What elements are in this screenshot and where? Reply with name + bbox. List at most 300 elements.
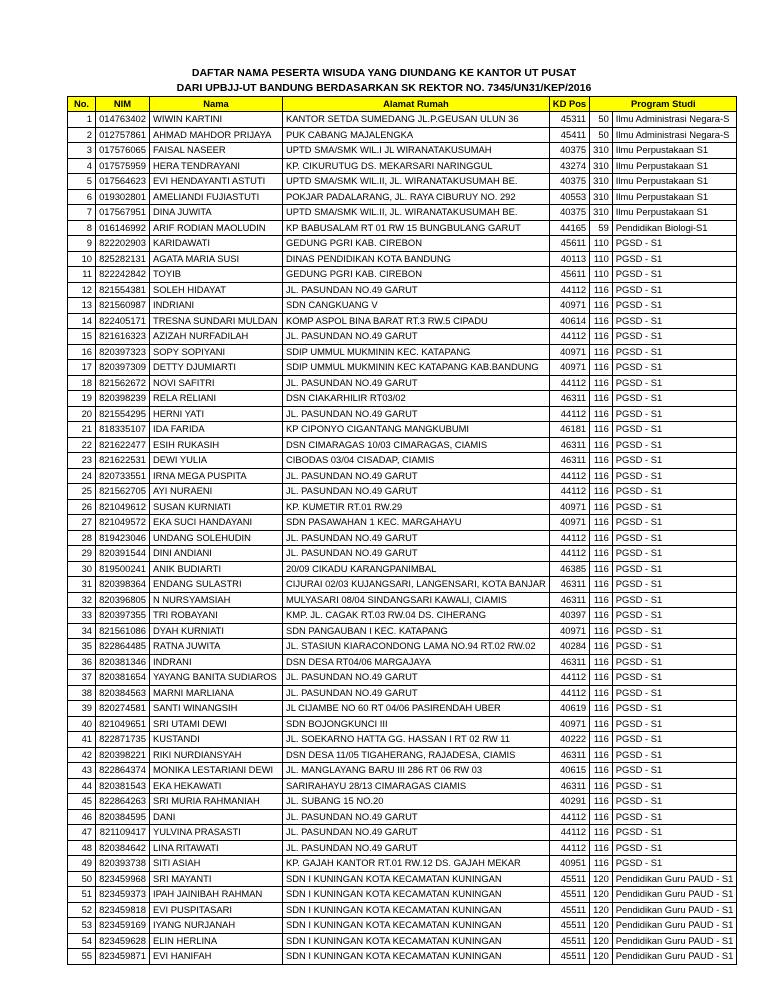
table-row: [68, 654, 737, 670]
row-number: 46: [68, 809, 96, 825]
row-alamat: JL. PASUNDAN NO.49 GARUT: [283, 809, 550, 825]
row-program-studi: PGSD - S1: [612, 747, 737, 763]
row-nama: ESIH RUKASIH: [150, 437, 283, 453]
row-alamat: DSN DESA RT04/06 MARGAJAYA: [283, 654, 550, 670]
row-nim: 821561086: [96, 623, 150, 639]
row-nim: 017576065: [96, 143, 150, 159]
row-alamat: SDN CANGKUANG V: [283, 298, 550, 314]
table-row: [68, 344, 737, 360]
row-program-code: 116: [590, 701, 613, 717]
row-kdpos: 46311: [549, 453, 589, 469]
row-program-code: 120: [590, 871, 613, 887]
row-nama: ANIK BUDIARTI: [150, 561, 283, 577]
row-program-studi: PGSD - S1: [612, 856, 737, 872]
table-row: [68, 530, 737, 546]
row-number: 19: [68, 391, 96, 407]
table-body: [68, 112, 737, 965]
row-program-studi: Pendidikan Guru PAUD - S1: [612, 902, 737, 918]
row-nim: 822405171: [96, 313, 150, 329]
row-program-code: 120: [590, 887, 613, 903]
row-number: 13: [68, 298, 96, 314]
table-row: [68, 189, 737, 205]
row-number: 28: [68, 530, 96, 546]
row-alamat: MULYASARI 08/04 SINDANGSARI KAWALI, CIAMIS: [283, 592, 550, 608]
row-alamat: JL. PASUNDAN NO.49 GARUT: [283, 670, 550, 686]
row-alamat: KP. CIKURUTUG DS. MEKARSARI NARINGGUL: [283, 158, 550, 174]
table-row: [68, 360, 737, 376]
row-nim: 821109417: [96, 825, 150, 841]
row-kdpos: 44112: [549, 375, 589, 391]
row-alamat: KP CIPONYO CIGANTANG MANGKUBUMI: [283, 422, 550, 438]
row-program-code: 116: [590, 406, 613, 422]
row-kdpos: 40971: [549, 499, 589, 515]
table-row: [68, 499, 737, 515]
row-nim: 017564623: [96, 174, 150, 190]
table-row: [68, 329, 737, 345]
row-alamat: SDIP UMMUL MUKMININ KEC. KATAPANG: [283, 344, 550, 360]
row-nim: 823459818: [96, 902, 150, 918]
row-program-code: 310: [590, 205, 613, 221]
row-nama: AYI NURAENI: [150, 484, 283, 500]
row-kdpos: 40553: [549, 189, 589, 205]
row-nim: 823459373: [96, 887, 150, 903]
table-row: [68, 468, 737, 484]
row-alamat: SDIP UMMUL MUKMININ KEC KATAPANG KAB.BANDUNG: [283, 360, 550, 376]
row-program-code: 116: [590, 515, 613, 531]
row-program-code: 310: [590, 174, 613, 190]
row-kdpos: 40375: [549, 174, 589, 190]
row-alamat: CIJURAI 02/03 KUJANGSARI, LANGENSARI, KOTA BANJAR: [283, 577, 550, 593]
row-kdpos: 46385: [549, 561, 589, 577]
row-program-studi: PGSD - S1: [612, 809, 737, 825]
row-kdpos: 46311: [549, 654, 589, 670]
row-program-code: 116: [590, 763, 613, 779]
row-program-studi: PGSD - S1: [612, 468, 737, 484]
row-program-code: 110: [590, 236, 613, 252]
row-number: 40: [68, 716, 96, 732]
row-kdpos: 40971: [549, 716, 589, 732]
row-kdpos: 40951: [549, 856, 589, 872]
row-kdpos: 44112: [549, 406, 589, 422]
row-nim: 821622477: [96, 437, 150, 453]
row-program-studi: PGSD - S1: [612, 716, 737, 732]
row-program-code: 120: [590, 949, 613, 965]
row-number: 17: [68, 360, 96, 376]
row-nim: 820397355: [96, 608, 150, 624]
row-program-studi: PGSD - S1: [612, 825, 737, 841]
row-kdpos: 44112: [549, 468, 589, 484]
row-nim: 818335107: [96, 422, 150, 438]
row-alamat: KANTOR SETDA SUMEDANG JL.P.GEUSAN ULUN 36: [283, 112, 550, 128]
row-program-studi: PGSD - S1: [612, 778, 737, 794]
row-alamat: SDN I KUNINGAN KOTA KECAMATAN KUNINGAN: [283, 933, 550, 949]
row-nama: DINI ANDIANI: [150, 546, 283, 562]
row-nama: WIWIN KARTINI: [150, 112, 283, 128]
row-nim: 821562672: [96, 375, 150, 391]
row-program-code: 120: [590, 918, 613, 934]
row-kdpos: 40397: [549, 608, 589, 624]
row-kdpos: 45511: [549, 933, 589, 949]
row-program-code: 116: [590, 468, 613, 484]
row-number: 14: [68, 313, 96, 329]
row-program-studi: PGSD - S1: [612, 732, 737, 748]
row-alamat: KOMP ASPOL BINA BARAT RT.3 RW.5 CIPADU: [283, 313, 550, 329]
row-number: 18: [68, 375, 96, 391]
row-program-studi: PGSD - S1: [612, 794, 737, 810]
table-row: [68, 685, 737, 701]
row-nama: INDRANI: [150, 654, 283, 670]
row-program-studi: PGSD - S1: [612, 437, 737, 453]
row-number: 32: [68, 592, 96, 608]
row-nim: 820397323: [96, 344, 150, 360]
row-alamat: JL. PASUNDAN NO.49 GARUT: [283, 375, 550, 391]
row-number: 10: [68, 251, 96, 267]
row-number: 34: [68, 623, 96, 639]
row-program-code: 310: [590, 158, 613, 174]
row-nama: INDRIANI: [150, 298, 283, 314]
row-nim: 820274581: [96, 701, 150, 717]
row-number: 47: [68, 825, 96, 841]
row-program-studi: Ilmu Perpustakaan S1: [612, 174, 737, 190]
row-number: 31: [68, 577, 96, 593]
row-program-code: 116: [590, 670, 613, 686]
row-nama: YAYANG BANITA SUDIAROS: [150, 670, 283, 686]
row-program-code: 116: [590, 360, 613, 376]
table-row: [68, 422, 737, 438]
row-alamat: SDN PANGAUBAN I KEC. KATAPANG: [283, 623, 550, 639]
row-program-studi: PGSD - S1: [612, 422, 737, 438]
row-kdpos: 45511: [549, 871, 589, 887]
row-nama: UNDANG SOLEHUDIN: [150, 530, 283, 546]
row-kdpos: 45611: [549, 267, 589, 283]
row-kdpos: 40375: [549, 143, 589, 159]
table-header-row: [68, 97, 737, 112]
row-nama: YULVINA PRASASTI: [150, 825, 283, 841]
row-number: 5: [68, 174, 96, 190]
row-number: 26: [68, 499, 96, 515]
row-program-code: 116: [590, 623, 613, 639]
row-number: 54: [68, 933, 96, 949]
row-program-code: 116: [590, 422, 613, 438]
row-program-code: 59: [590, 220, 613, 236]
row-nim: 017575959: [96, 158, 150, 174]
row-kdpos: 46311: [549, 437, 589, 453]
row-program-studi: Ilmu Administrasi Negara-S: [612, 127, 737, 143]
row-alamat: JL. PASUNDAN NO.49 GARUT: [283, 329, 550, 345]
participant-table: [67, 96, 737, 965]
row-kdpos: 40615: [549, 763, 589, 779]
row-nim: 821616323: [96, 329, 150, 345]
table-row: [68, 778, 737, 794]
row-nama: DINA JUWITA: [150, 205, 283, 221]
row-kdpos: 45511: [549, 918, 589, 934]
table-row: [68, 840, 737, 856]
row-kdpos: 44112: [549, 685, 589, 701]
table-row: [68, 298, 737, 314]
row-nim: 821049612: [96, 499, 150, 515]
row-nama: DEWI YULIA: [150, 453, 283, 469]
row-alamat: DSN CIAKARHILIR RT03/02: [283, 391, 550, 407]
row-program-code: 116: [590, 313, 613, 329]
row-program-studi: PGSD - S1: [612, 344, 737, 360]
row-alamat: SDN I KUNINGAN KOTA KECAMATAN KUNINGAN: [283, 887, 550, 903]
row-program-studi: PGSD - S1: [612, 608, 737, 624]
row-kdpos: 40619: [549, 701, 589, 717]
row-alamat: JL. PASUNDAN NO.49 GARUT: [283, 468, 550, 484]
row-nama: KARIDAWATI: [150, 236, 283, 252]
row-kdpos: 46181: [549, 422, 589, 438]
row-number: 25: [68, 484, 96, 500]
row-kdpos: 44112: [549, 282, 589, 298]
row-program-code: 120: [590, 933, 613, 949]
table-row: [68, 158, 737, 174]
row-alamat: SDN I KUNINGAN KOTA KECAMATAN KUNINGAN: [283, 949, 550, 965]
row-nama: SITI ASIAH: [150, 856, 283, 872]
table-row: [68, 251, 737, 267]
table-row: [68, 933, 737, 949]
row-program-studi: PGSD - S1: [612, 406, 737, 422]
row-kdpos: 40971: [549, 623, 589, 639]
row-program-code: 116: [590, 778, 613, 794]
row-nim: 820384563: [96, 685, 150, 701]
row-kdpos: 40375: [549, 205, 589, 221]
row-number: 33: [68, 608, 96, 624]
row-nama: TOYIB: [150, 267, 283, 283]
table-row: [68, 391, 737, 407]
table-row: [68, 825, 737, 841]
row-alamat: UPTD SMA/SMK WIL.II, JL. WIRANATAKUSUMAH BE.: [283, 205, 550, 221]
row-kdpos: 45511: [549, 949, 589, 965]
row-program-code: 116: [590, 437, 613, 453]
row-nim: 821049651: [96, 716, 150, 732]
table-row: [68, 949, 737, 965]
table-row: [68, 375, 737, 391]
table-row: [68, 561, 737, 577]
row-program-studi: PGSD - S1: [612, 251, 737, 267]
row-program-studi: PGSD - S1: [612, 840, 737, 856]
row-program-code: 116: [590, 732, 613, 748]
document-title: DAFTAR NAMA PESERTA WISUDA YANG DIUNDANG KE KANTOR UT PUSAT: [191, 67, 577, 79]
row-kdpos: 46311: [549, 391, 589, 407]
row-alamat: JL. PASUNDAN NO.49 GARUT: [283, 530, 550, 546]
row-program-code: 116: [590, 344, 613, 360]
row-program-studi: PGSD - S1: [612, 515, 737, 531]
row-nim: 820381346: [96, 654, 150, 670]
table-row: [68, 670, 737, 686]
row-alamat: GEDUNG PGRI KAB. CIREBON: [283, 236, 550, 252]
row-nim: 822242842: [96, 267, 150, 283]
row-kdpos: 40971: [549, 344, 589, 360]
row-number: 1: [68, 112, 96, 128]
row-alamat: JL. PASUNDAN NO.49 GARUT: [283, 685, 550, 701]
row-alamat: DINAS PENDIDIKAN KOTA BANDUNG: [283, 251, 550, 267]
row-nama: NOVI SAFITRI: [150, 375, 283, 391]
row-nama: RIKI NURDIANSYAH: [150, 747, 283, 763]
row-number: 11: [68, 267, 96, 283]
row-program-studi: Ilmu Perpustakaan S1: [612, 189, 737, 205]
row-kdpos: 44112: [549, 329, 589, 345]
row-kdpos: 45611: [549, 236, 589, 252]
table-row: [68, 484, 737, 500]
row-nim: 822864263: [96, 794, 150, 810]
row-nim: 012757861: [96, 127, 150, 143]
row-alamat: JL CIJAMBE NO 60 RT 04/06 PASIRENDAH UBER: [283, 701, 550, 717]
row-kdpos: 40222: [549, 732, 589, 748]
table-row: [68, 577, 737, 593]
row-alamat: DSN CIMARAGAS 10/03 CIMARAGAS, CIAMIS: [283, 437, 550, 453]
row-program-studi: Pendidikan Biologi-S1: [612, 220, 737, 236]
row-number: 7: [68, 205, 96, 221]
row-program-studi: PGSD - S1: [612, 282, 737, 298]
row-program-studi: PGSD - S1: [612, 453, 737, 469]
row-number: 2: [68, 127, 96, 143]
row-alamat: JL. PASUNDAN NO.49 GARUT: [283, 546, 550, 562]
table-row: [68, 871, 737, 887]
header-program-studi: Program Studi: [590, 97, 737, 112]
row-kdpos: 40113: [549, 251, 589, 267]
row-alamat: KP. GAJAH KANTOR RT.01 RW.12 DS. GAJAH MEKAR: [283, 856, 550, 872]
row-program-studi: PGSD - S1: [612, 654, 737, 670]
row-alamat: KP BABUSALAM RT 01 RW 15 BUNGBULANG GARUT: [283, 220, 550, 236]
row-nim: 821622531: [96, 453, 150, 469]
row-nama: HERA TENDRAYANI: [150, 158, 283, 174]
row-nama: DANI: [150, 809, 283, 825]
row-number: 3: [68, 143, 96, 159]
row-program-studi: PGSD - S1: [612, 763, 737, 779]
row-number: 23: [68, 453, 96, 469]
row-program-code: 116: [590, 685, 613, 701]
row-alamat: JL. STASIUN KIARACONDONG LAMA NO.94 RT.02 RW.02: [283, 639, 550, 655]
row-alamat: JL. SUBANG 15 NO.20: [283, 794, 550, 810]
row-number: 4: [68, 158, 96, 174]
row-program-studi: Ilmu Perpustakaan S1: [612, 143, 737, 159]
table-row: [68, 763, 737, 779]
row-nama: ELIN HERLINA: [150, 933, 283, 949]
row-nama: AMELIANDI FUJIASTUTI: [150, 189, 283, 205]
row-program-studi: PGSD - S1: [612, 592, 737, 608]
row-program-code: 116: [590, 654, 613, 670]
row-program-studi: Ilmu Perpustakaan S1: [612, 205, 737, 221]
row-program-code: 310: [590, 143, 613, 159]
row-alamat: JL. PASUNDAN NO.49 GARUT: [283, 840, 550, 856]
row-program-code: 116: [590, 809, 613, 825]
row-nim: 822202903: [96, 236, 150, 252]
row-nama: SRI UTAMI DEWI: [150, 716, 283, 732]
row-number: 37: [68, 670, 96, 686]
table-row: [68, 205, 737, 221]
row-program-studi: Ilmu Perpustakaan S1: [612, 158, 737, 174]
row-nama: SRI MURIA RAHMANIAH: [150, 794, 283, 810]
row-number: 22: [68, 437, 96, 453]
row-nama: MONIKA LESTARIANI DEWI: [150, 763, 283, 779]
row-kdpos: 44112: [549, 825, 589, 841]
row-program-code: 116: [590, 484, 613, 500]
row-nama: EVI HANIFAH: [150, 949, 283, 965]
row-nim: 825282131: [96, 251, 150, 267]
table-row: [68, 174, 737, 190]
row-nim: 016146992: [96, 220, 150, 236]
row-nama: RELA RELIANI: [150, 391, 283, 407]
row-number: 55: [68, 949, 96, 965]
row-nim: 820733551: [96, 468, 150, 484]
row-kdpos: 45411: [549, 127, 589, 143]
row-program-studi: PGSD - S1: [612, 484, 737, 500]
table-row: [68, 515, 737, 531]
row-program-code: 116: [590, 329, 613, 345]
table-row: [68, 220, 737, 236]
row-kdpos: 46311: [549, 592, 589, 608]
row-alamat: CIBODAS 03/04 CISADAP, CIAMIS: [283, 453, 550, 469]
row-kdpos: 40971: [549, 515, 589, 531]
row-nim: 820384642: [96, 840, 150, 856]
row-program-code: 120: [590, 902, 613, 918]
row-program-code: 116: [590, 794, 613, 810]
row-program-studi: PGSD - S1: [612, 236, 737, 252]
row-number: 36: [68, 654, 96, 670]
row-number: 20: [68, 406, 96, 422]
row-alamat: PUK CABANG MAJALENGKA: [283, 127, 550, 143]
table-row: [68, 747, 737, 763]
row-nim: 019302801: [96, 189, 150, 205]
row-alamat: UPTD SMA/SMK WIL.I JL WIRANATAKUSUMAH: [283, 143, 550, 159]
row-alamat: SARIRAHAYU 28/13 CIMARAGAS CIAMIS: [283, 778, 550, 794]
row-number: 6: [68, 189, 96, 205]
row-alamat: KP. KUMETIR RT.01 RW.29: [283, 499, 550, 515]
row-nim: 014763402: [96, 112, 150, 128]
row-nim: 017567951: [96, 205, 150, 221]
row-program-studi: Pendidikan Guru PAUD - S1: [612, 871, 737, 887]
row-program-studi: PGSD - S1: [612, 530, 737, 546]
row-kdpos: 45511: [549, 887, 589, 903]
row-program-studi: PGSD - S1: [612, 561, 737, 577]
row-alamat: JL. PASUNDAN NO.49 GARUT: [283, 406, 550, 422]
row-nama: EKA HEKAWATI: [150, 778, 283, 794]
table-row: [68, 236, 737, 252]
row-alamat: SDN BOJONGKUNCI III: [283, 716, 550, 732]
row-nama: IDA FARIDA: [150, 422, 283, 438]
row-kdpos: 40284: [549, 639, 589, 655]
row-nim: 820398364: [96, 577, 150, 593]
table-row: [68, 639, 737, 655]
table-row: [68, 856, 737, 872]
table-row: [68, 406, 737, 422]
row-kdpos: 45311: [549, 112, 589, 128]
row-nama: LINA RITAWATI: [150, 840, 283, 856]
row-number: 50: [68, 871, 96, 887]
row-nama: EVI PUSPITASARI: [150, 902, 283, 918]
table-row: [68, 732, 737, 748]
table-row: [68, 902, 737, 918]
row-number: 9: [68, 236, 96, 252]
row-program-code: 116: [590, 298, 613, 314]
row-number: 16: [68, 344, 96, 360]
row-number: 45: [68, 794, 96, 810]
row-nim: 820384595: [96, 809, 150, 825]
row-nim: 823459871: [96, 949, 150, 965]
row-nim: 821554381: [96, 282, 150, 298]
row-number: 42: [68, 747, 96, 763]
row-nim: 821560987: [96, 298, 150, 314]
row-program-studi: PGSD - S1: [612, 546, 737, 562]
row-number: 43: [68, 763, 96, 779]
row-kdpos: 44112: [549, 840, 589, 856]
table-row: [68, 809, 737, 825]
row-kdpos: 40971: [549, 298, 589, 314]
row-kdpos: 44112: [549, 546, 589, 562]
table-row: [68, 701, 737, 717]
row-program-code: 116: [590, 577, 613, 593]
row-program-studi: Pendidikan Guru PAUD - S1: [612, 918, 737, 934]
